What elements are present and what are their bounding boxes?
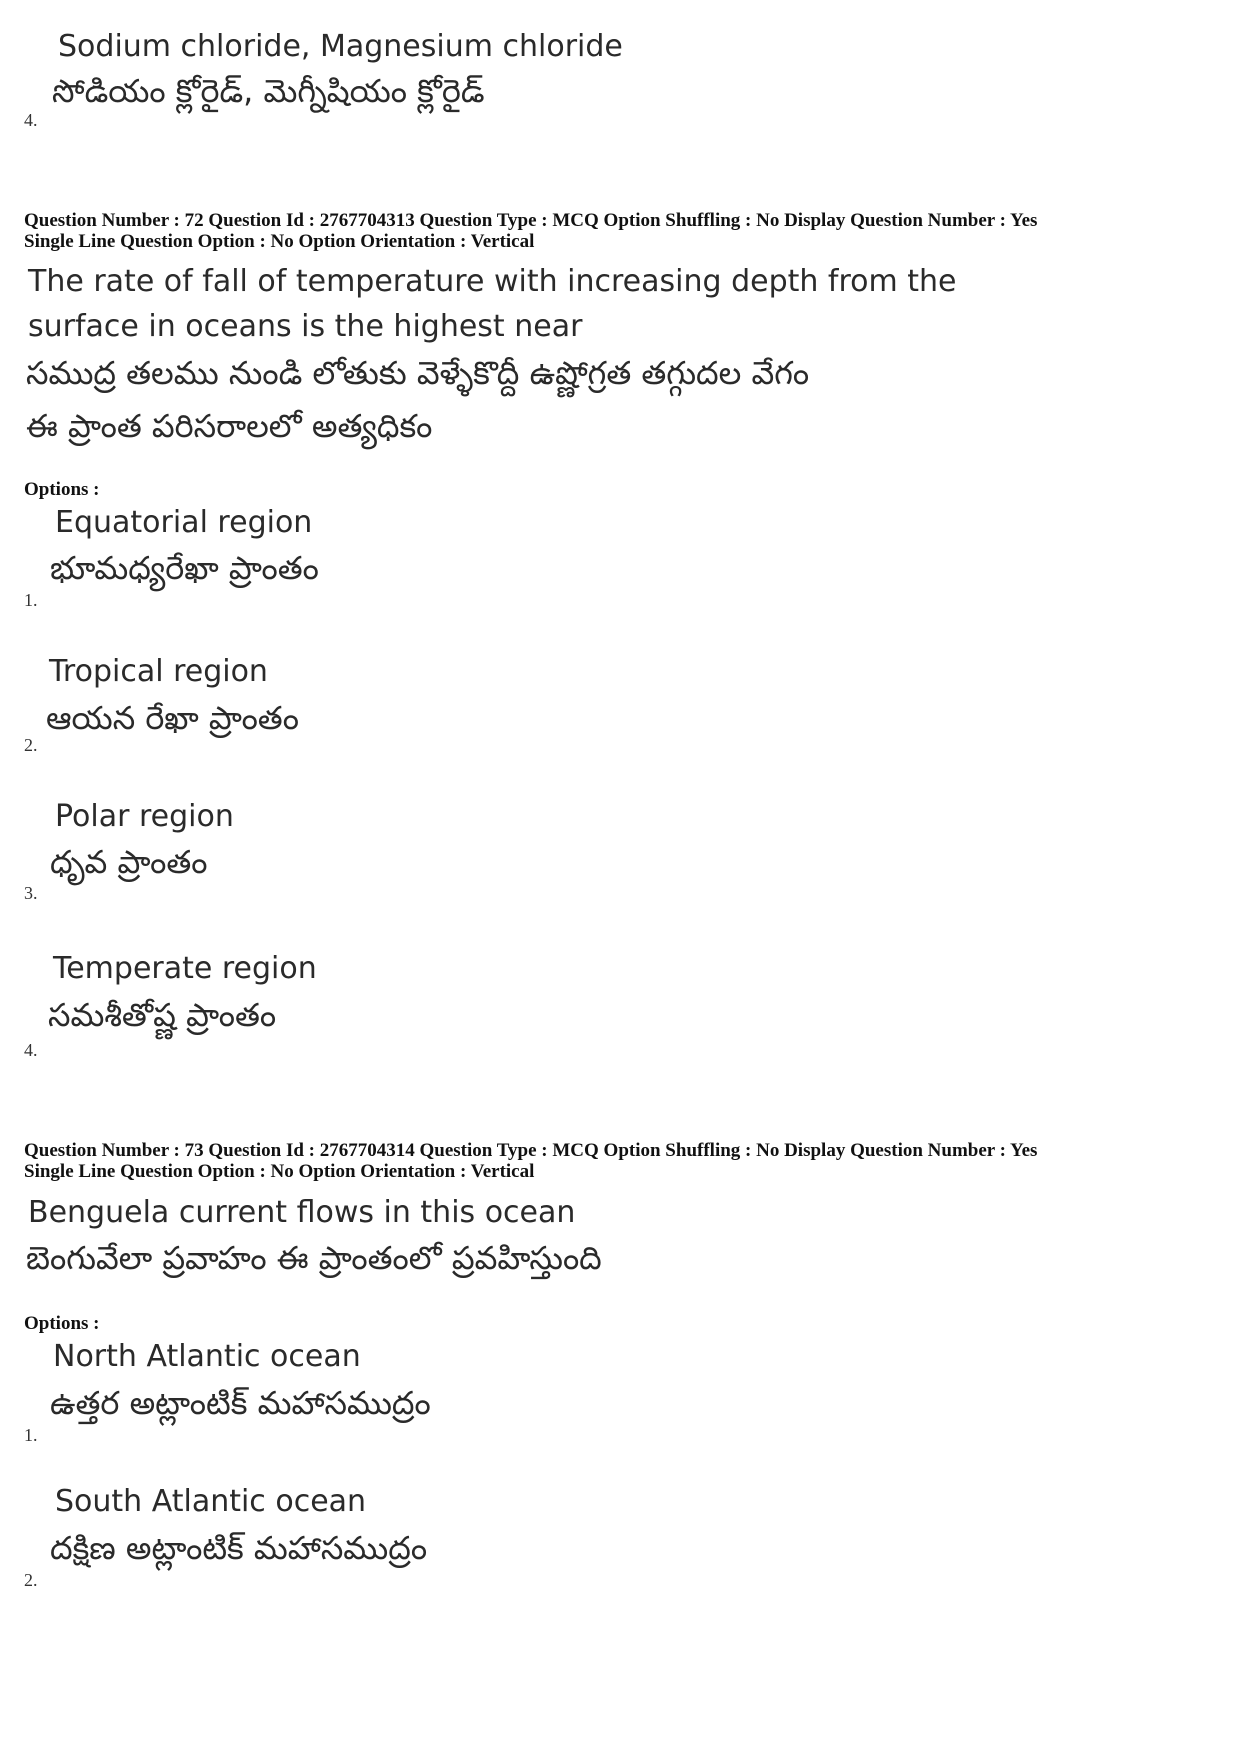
option-text-te: సమశీతోష్ణ ప్రాంతం xyxy=(48,996,277,1034)
option-text-te: ఉత్తర అట్లాంటిక్ మహాసముద్రం xyxy=(50,1384,431,1422)
option-text-en: Temperate region xyxy=(53,951,317,986)
option-text-en: South Atlantic ocean xyxy=(55,1484,367,1519)
option-number: 2. xyxy=(24,1570,38,1590)
option-number: 4. xyxy=(24,1040,38,1060)
question-meta-line1: Question Number : 73 Question Id : 2767704314 Question Type : MCQ Option Shuffling : No Display Question Number : Yes xyxy=(24,1140,1038,1161)
option-text-te: ఆయన రేఖా ప్రాంతం xyxy=(46,699,299,737)
option-text-en: North Atlantic ocean xyxy=(53,1339,361,1374)
options-label: Options : xyxy=(24,1313,100,1334)
question-meta-line2: Single Line Question Option : No Option Orientation : Vertical xyxy=(24,231,535,252)
option-number: 1. xyxy=(24,1425,38,1445)
options-label: Options : xyxy=(24,479,100,500)
option-text-te: భూమధ్యరేఖా ప్రాంతం xyxy=(50,549,319,587)
option-text-en: Sodium chloride, Magnesium chloride xyxy=(58,29,623,64)
option-text-te: సోడియం క్లోరైడ్, మెగ్నీషియం క్లోరైడ్ xyxy=(52,72,485,110)
question-text-en-1: The rate of fall of temperature with increasing depth from the xyxy=(28,264,957,299)
question-text-te-1: సముద్ర తలము నుండి లోతుకు వెళ్ళేకొద్దీ ఉష్ణోగ్రత తగ్గుదల వేగం xyxy=(26,354,810,392)
question-meta-line1: Question Number : 72 Question Id : 2767704313 Question Type : MCQ Option Shuffling : No Display Question Number : Yes xyxy=(24,210,1038,231)
option-text-en: Tropical region xyxy=(49,654,268,689)
option-text-en: Polar region xyxy=(55,799,234,834)
option-text-te: దక్షిణ అట్లాంటిక్ మహాసముద్రం xyxy=(50,1529,428,1567)
option-number: 4. xyxy=(24,110,38,130)
question-text-te-1: బెంగువేలా ప్రవాహం ఈ ప్రాంతంలో ప్రవహిస్తుంది xyxy=(26,1239,602,1277)
question-text-te-2: ఈ ప్రాంత పరిసరాలలో అత్యధికం xyxy=(26,407,433,445)
option-number: 3. xyxy=(24,883,38,903)
option-text-te: ధృవ ప్రాంతం xyxy=(50,843,208,881)
question-meta-line2: Single Line Question Option : No Option Orientation : Vertical xyxy=(24,1161,535,1182)
option-text-en: Equatorial region xyxy=(55,505,313,540)
question-text-en-1: Benguela current flows in this ocean xyxy=(28,1195,576,1230)
question-text-en-2: surface in oceans is the highest near xyxy=(28,309,583,344)
option-number: 2. xyxy=(24,735,38,755)
option-number: 1. xyxy=(24,590,38,610)
